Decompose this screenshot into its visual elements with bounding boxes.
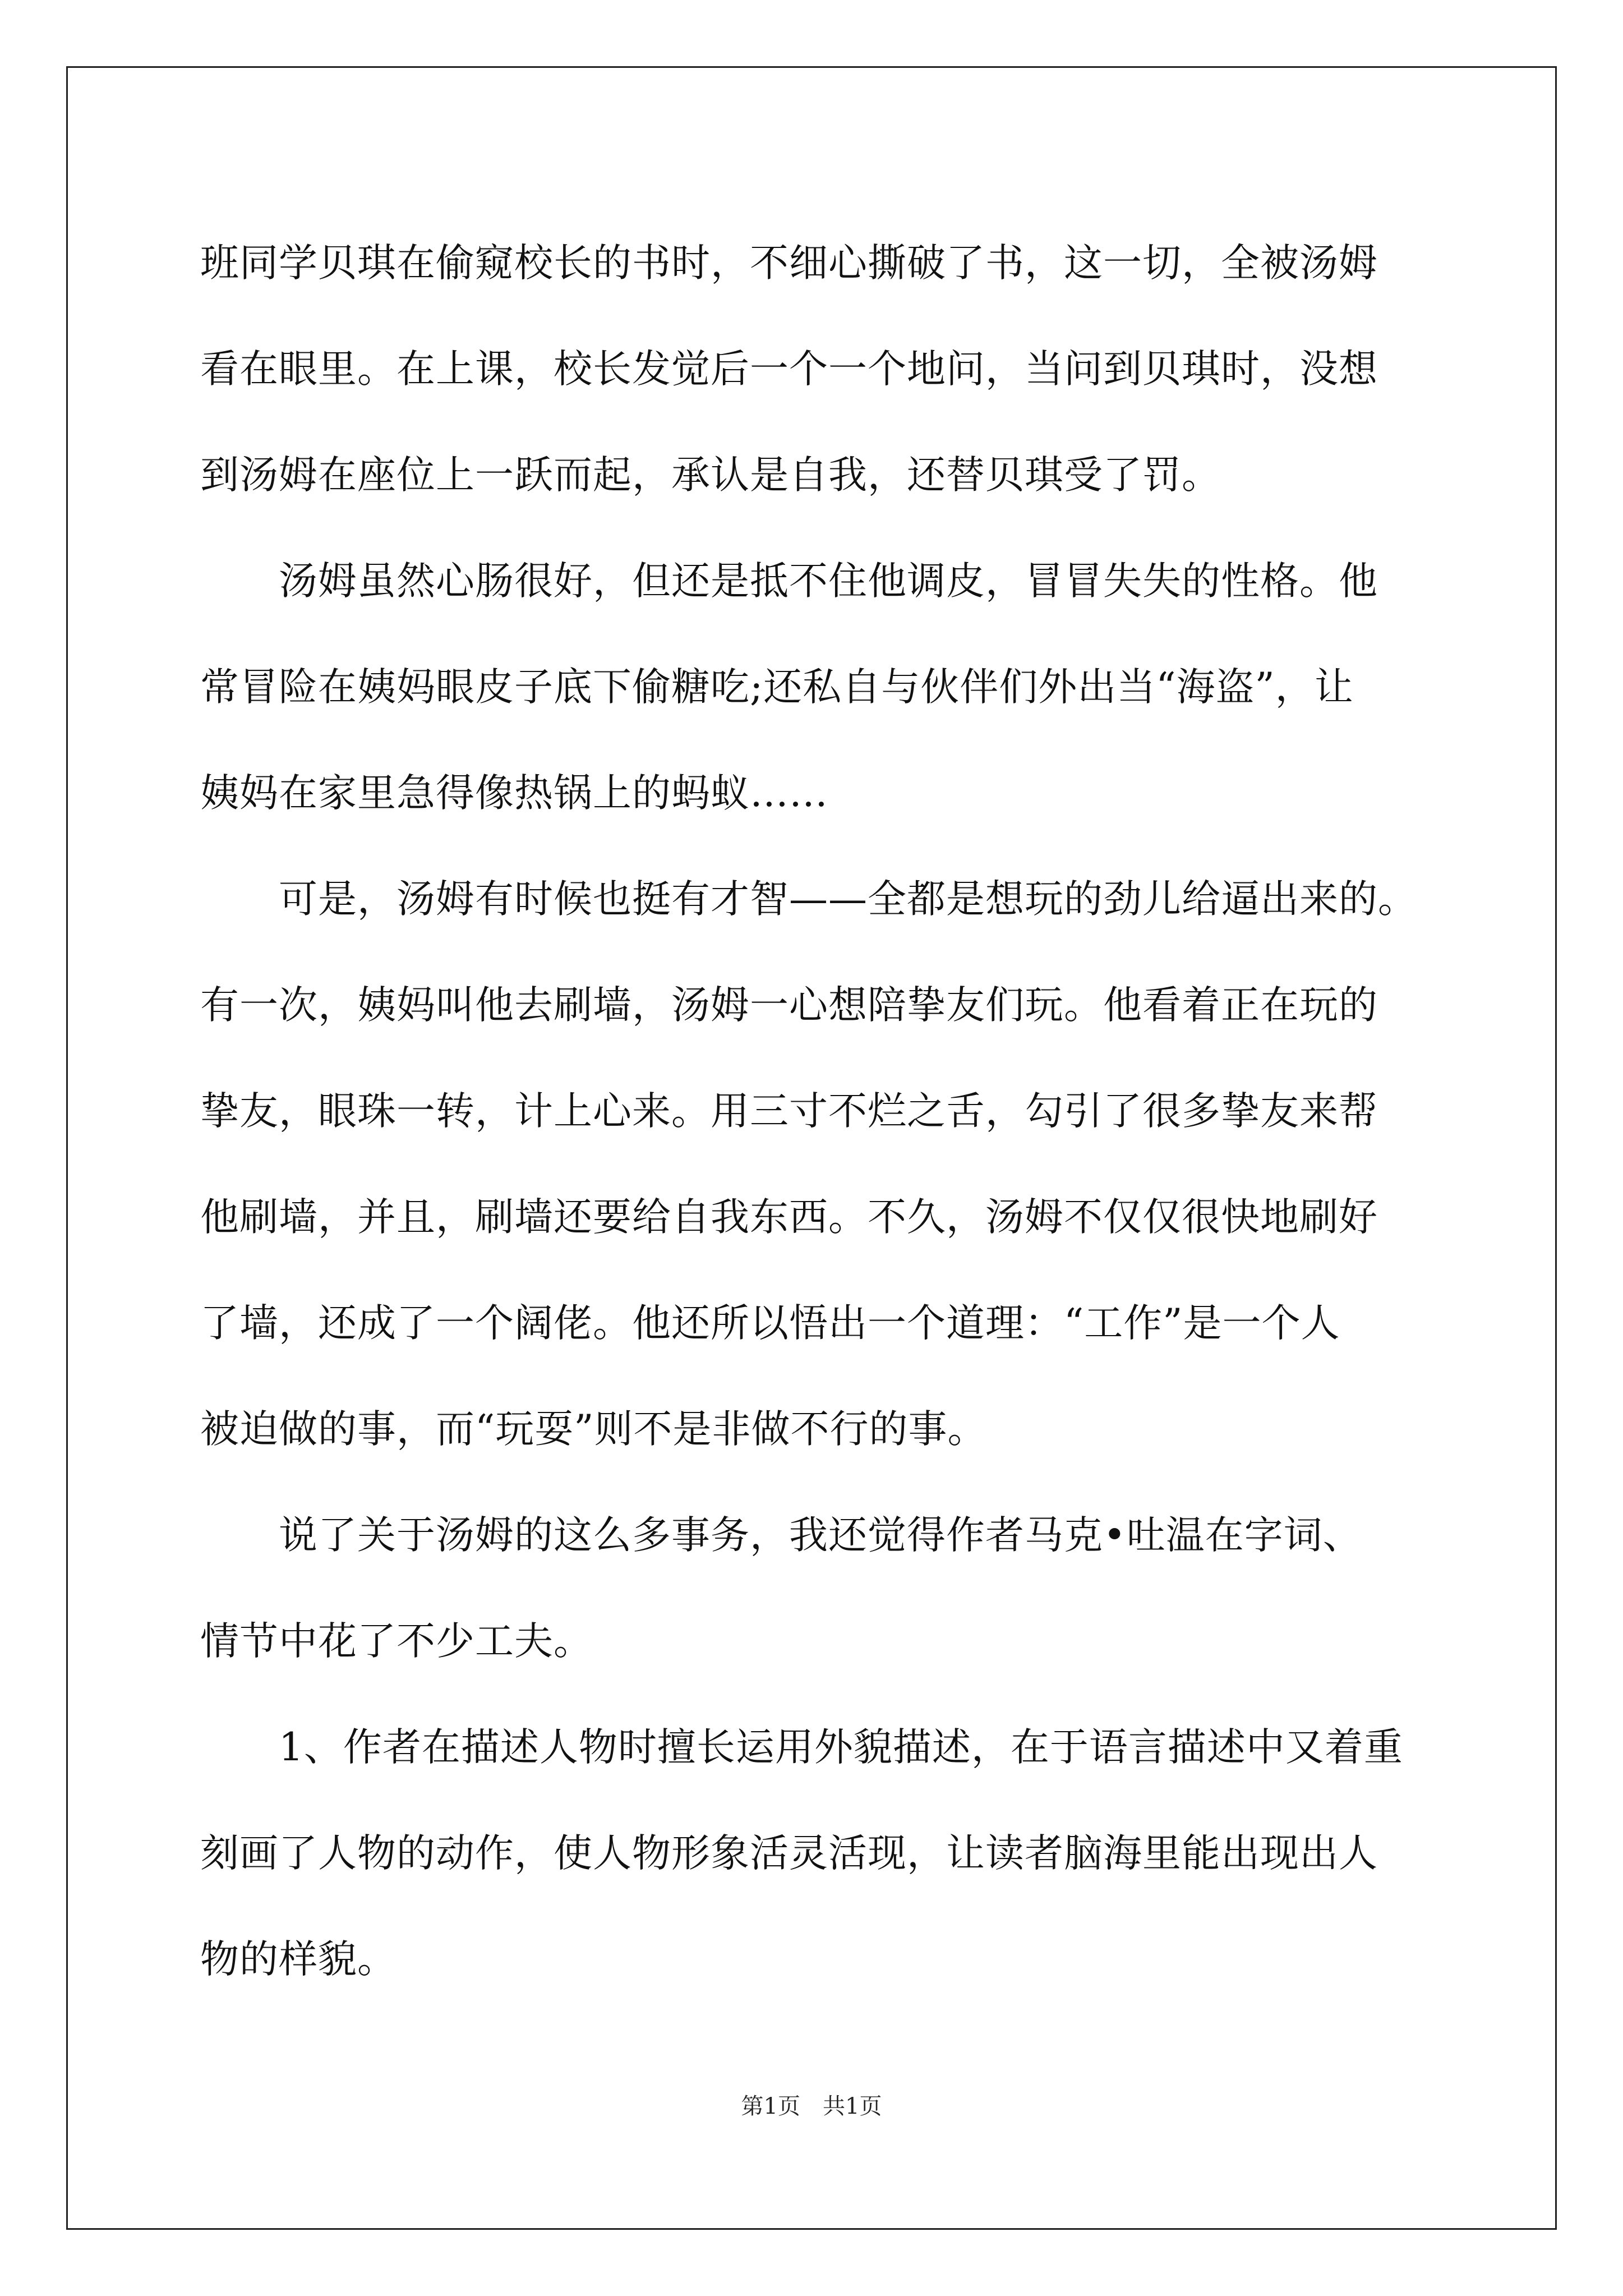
text-line: 说了关于汤姆的这么多事务，我还觉得作者马克•吐温在字词、 (279, 1513, 1362, 1558)
text-line: 姨妈在家里急得像热锅上的蚂蚁…… (200, 771, 828, 816)
paragraph (200, 1695, 1428, 2013)
text-line: 1、作者在描述人物时擅长运用外貌描述，在于语言描述中又着重 (279, 1725, 1403, 1770)
text-line: 班同学贝琪在偷窥校长的书时，不细心撕破了书，这一切，全被汤姆 (200, 241, 1378, 286)
document-body (200, 210, 1428, 2013)
paragraph (200, 1483, 1428, 1695)
text-line: 可是，汤姆有时候也挺有才智——全都是想玩的劲儿给逼出来的。 (279, 877, 1417, 922)
text-line: 到汤姆在座位上一跃而起，承认是自我，还替贝琪受了罚。 (200, 453, 1221, 498)
text-line: 有一次，姨妈叫他去刷墙，汤姆一心想陪挚友们玩。他看着正在玩的 (200, 983, 1378, 1028)
text-line: 情节中花了不少工夫。 (200, 1619, 593, 1664)
text-line: 常冒险在姨妈眼皮子底下偷糖吃;还私自与伙伴们外出当“海盗”，让 (200, 665, 1354, 710)
text-line: 被迫做的事，而“玩耍”则不是非做不行的事。 (200, 1407, 987, 1452)
text-line: 物的样貌。 (200, 1937, 396, 1982)
text-line: 他刷墙，并且，刷墙还要给自我东西。不久，汤姆不仅仅很快地刷好 (200, 1195, 1378, 1240)
text-line: 了墙，还成了一个阔佬。他还所以悟出一个道理：“工作”是一个人 (200, 1301, 1340, 1346)
paragraph (200, 210, 1428, 528)
text-line: 汤姆虽然心肠很好，但还是抵不住他调皮，冒冒失失的性格。他 (279, 559, 1378, 604)
paragraph (200, 528, 1428, 846)
paragraph (200, 846, 1428, 1483)
text-line: 看在眼里。在上课，校长发觉后一个一个地问，当问到贝琪时，没想 (200, 347, 1378, 392)
text-line: 刻画了人物的动作，使人物形象活灵活现，让读者脑海里能出现出人 (200, 1831, 1378, 1876)
page-number: 第1页 共1页 (741, 2093, 882, 2119)
text-line: 挚友，眼珠一转，计上心来。用三寸不烂之舌，勾引了很多挚友来帮 (200, 1089, 1378, 1134)
